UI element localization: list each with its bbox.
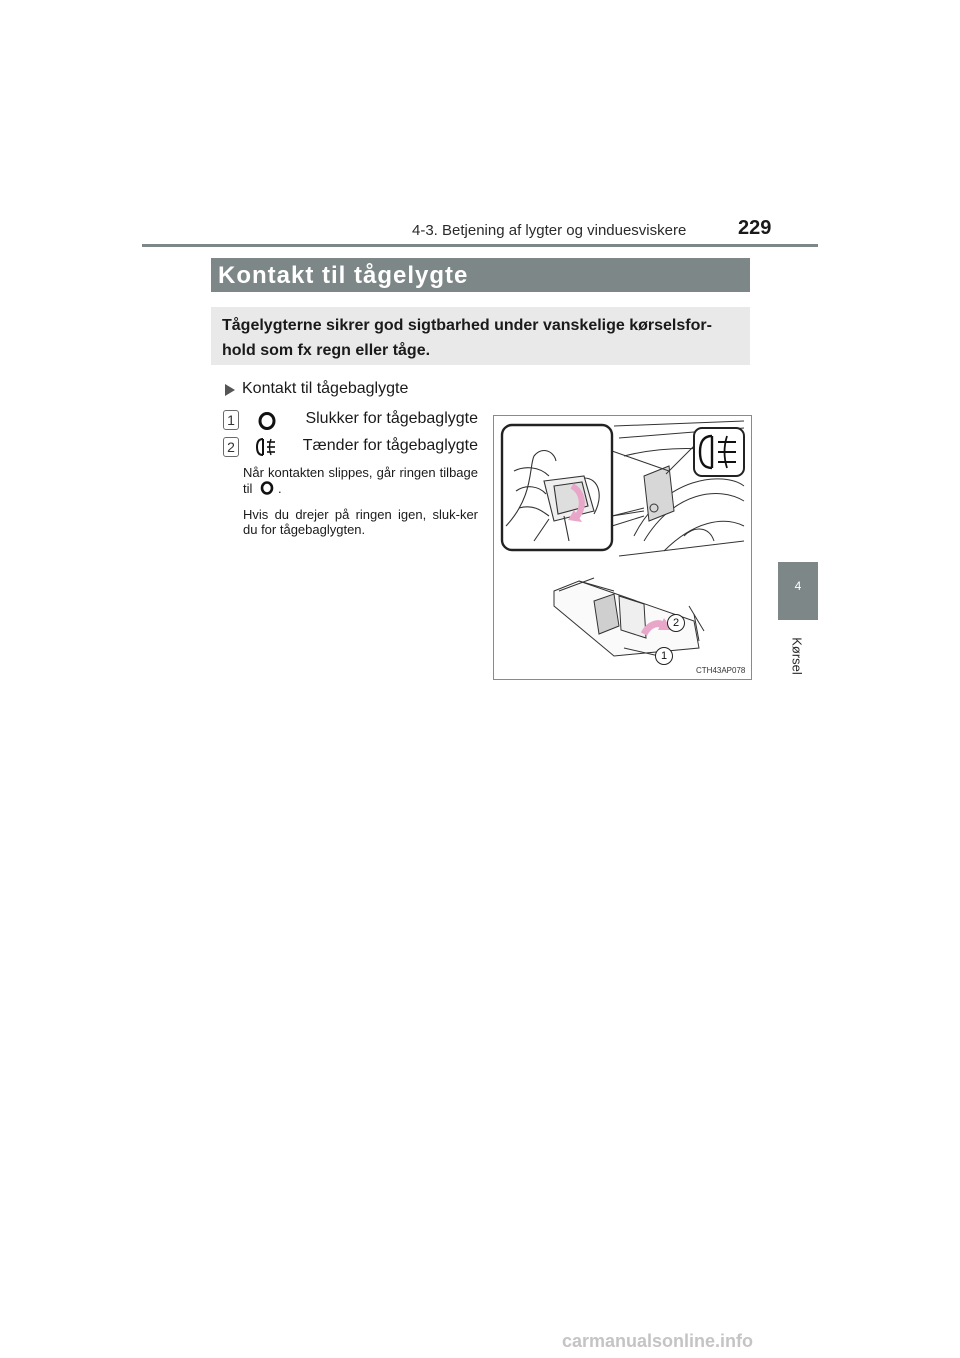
figure-callout-2: 2 [667, 614, 685, 632]
chapter-tab-label: Kørsel [789, 637, 805, 675]
fog-light-off-icon-inline [259, 480, 275, 496]
header-rule [142, 244, 818, 247]
item-number-1: 1 [223, 410, 239, 430]
item-text-1: Slukker for tågebaglygte [305, 410, 478, 427]
figure-callout-1: 1 [655, 647, 673, 665]
item-text-2: Tænder for tågebaglygte [302, 437, 478, 454]
figure-code: CTH43AP078 [696, 666, 746, 675]
item-number-2: 2 [223, 437, 239, 457]
subheading: Kontakt til tågebaglygte [242, 380, 409, 397]
page-number: 229 [738, 217, 772, 239]
switch-illustration [493, 415, 752, 680]
note-turn-again: Hvis du drejer på ringen igen, sluk-ker du for tågebaglygten. [243, 507, 478, 537]
note-return-text: Når kontakten slippes, går ringen tilbage til [243, 465, 478, 496]
chapter-tab-label-wrap [782, 626, 812, 686]
switch-illustration-drawing [494, 416, 751, 679]
intro-text: Tågelygterne sikrer god sigtbarhed under vanskelige kørselsfor-hold som fx regn eller tåge. [222, 317, 712, 359]
section-title: Kontakt til tågelygte [218, 262, 469, 289]
triangle-bullet-icon [224, 384, 236, 396]
note-return-end: . [278, 481, 282, 496]
watermark: carmanualsonline.info [562, 1331, 754, 1351]
chapter-tab-number: 4 [794, 579, 802, 593]
rear-fog-light-icon [255, 437, 277, 457]
header-section-title: 4-3. Betjening af lygter og vinduesviskere [412, 222, 687, 239]
fog-light-off-icon [256, 411, 278, 431]
note-return [243, 465, 478, 496]
